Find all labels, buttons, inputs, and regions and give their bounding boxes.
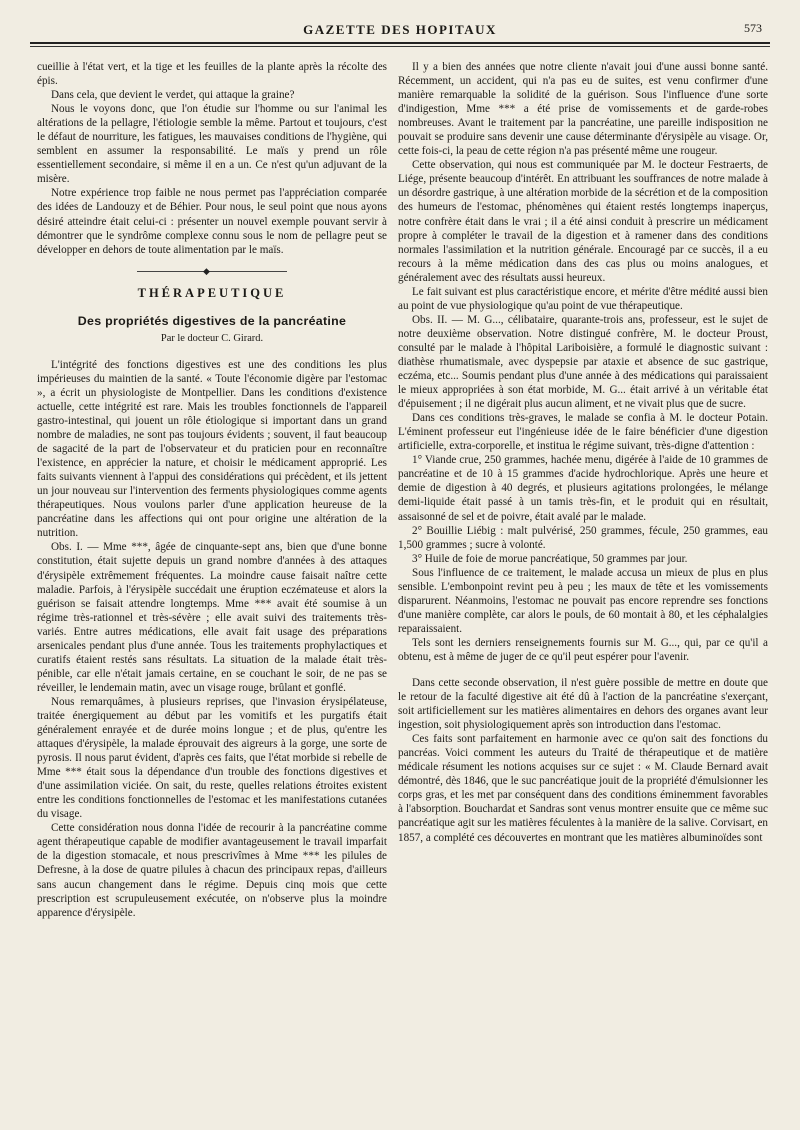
journal-title: GAZETTE DES HOPITAUX bbox=[303, 22, 497, 37]
article-author: Par le docteur C. Girard. bbox=[160, 332, 264, 344]
paragraph: Dans cette seconde observation, il n'est guère possible de mettre en doute que le retour de la faculté digestive ait été dû à l'action de la pancréatine s'exerçant, soit artificiellement sur les matières alimentaires en dehors des organes avant leur ingestion, soit physiologiquement après son introduction dans l'estomac. bbox=[398, 677, 768, 732]
paragraph: 1° Viande crue, 250 grammes, hachée menu, digérée à l'aide de 10 grammes de pancréatine et de 10 à 15 grammes d'acide hydrochlorique. Après une heure et demie de digestion à 40 degrés, et plusieurs agitations prolongées, le mélange demi-liquide était passé à un tamis très-fin, et le produit qui en résultait, assaisonné de sel et de poivre, était avalé par le malade. bbox=[398, 454, 768, 523]
section-heading: THÉRAPEUTIQUE bbox=[137, 285, 287, 300]
paragraph: Cette considération nous donna l'idée de recourir à la pancréatine comme agent thérapeutique capable de modifier avantageusement le travail imparfait de la digestion stomacale, et nous prescrivîmes à Mme *** les pilules de Defresne, à la dose de quatre pilules à chacun des principaux repas, d'ailleurs sans aucun changement dans le régime. Depuis cinq mois que cette prescription est scrupuleusement exécutée, on n'observe plus la moindre apparence d'érysipèle. bbox=[37, 822, 387, 919]
header-rule bbox=[30, 42, 770, 44]
paragraph-gap bbox=[398, 664, 768, 676]
paragraph: Sous l'influence de ce traitement, le malade accusa un mieux de plus en plus sensible. L'embonpoint revint peu à peu ; les maux de tête et les vomissements disparurent. Néanmoins, l'estomac ne pouvait pas encore reprendre ses fonctions d'une manière complète, car alors le pouls, de 60 montait à 80, et les céphalalgies reparaissaient. bbox=[398, 566, 768, 635]
paragraph: cueillie à l'état vert, et la tige et les feuilles de la plante après la récolte des épis. bbox=[37, 61, 387, 88]
paragraph: 3° Huile de foie de morue pancréatique, 50 grammes par jour. bbox=[412, 552, 688, 565]
section-separator bbox=[137, 271, 287, 272]
paragraph: Notre expérience trop faible ne nous permet pas l'appréciation comparée des idées de Landouzy et de Béhier. Pour nous, le seul point que nous ayons désiré atteindre était celui-ci : présenter un nouvel exemple pouvant servir à démontrer que le syndrôme complexe connu sous le nom de pellagre peut se développer en dehors de toute alimentation par le maïs. bbox=[37, 187, 387, 256]
paragraph: Cette observation, qui nous est communiquée par M. le docteur Festraerts, de Liége, présente beaucoup d'intérêt. En attribuant les souffrances de notre malade à un désordre gastrique, à une altération morbide de la sécrétion et de la composition des humeurs de l'estomac, phénomènes qui étaient restés longtemps inaperçus, notre confrère était dans le vrai ; il a été ainsi conduit à prescrire un médicament propre à compléter le travail de la digestion et à ramener dans des conditions normales l'assimilation et la nutrition générale. Encouragé par ce succès, il a eu recours à la même médication dans des cas plus ou moins analogues, et généralement avec des résultats aussi heureux. bbox=[398, 159, 768, 284]
header-rule-thin bbox=[30, 46, 770, 47]
paragraph: Nous le voyons donc, que l'on étudie sur l'homme ou sur l'animal les altérations de la pellagre, l'étiologie semble la même. Partout et toujours, c'est le défaut de nourriture, les fatigues, les mauvaises conditions de l'hygiène, qui semblent en assumer la responsabilité. Le maïs y prend un rôle essentiellement secondaire, si même il en a un. Ce n'est qu'un adjuvant de la misère. bbox=[37, 103, 387, 186]
page-number: 573 bbox=[744, 21, 762, 35]
paragraph: Dans ces conditions très-graves, le malade se confia à M. le docteur Potain. L'éminent professeur eut l'ingénieuse idée de le faire bénéficier d'une digestion artificielle, extra-corporelle, et institua le régime suivant, très-digne d'attention : bbox=[398, 412, 768, 453]
article-title: Des propriétés digestives de la pancréatine bbox=[77, 313, 347, 328]
running-header bbox=[30, 18, 770, 40]
paragraph: 2° Bouillie Liébig : malt pulvérisé, 250 grammes, fécule, 250 grammes, eau 1,500 grammes ; sucre à volonté. bbox=[398, 524, 768, 551]
paragraph: Obs. II. — M. G..., célibataire, quarante-trois ans, professeur, est le sujet de notre deuxième observation. Notre distingué confrère, M. le docteur Proust, consulté par le malade à l'hôpital Lariboisière, a formulé le diagnostic suivant : diathèse rhumatismale, avec dyspepsie par ataxie et absence de suc gastrique, eczéma, etc... Soumis pendant plus d'une année à des médications qui paraissaient le mieux appropriées à son état morbide, M. G... était arrivé à un véritable état d'épuisement ; il ne digérait plus aucun aliment, et ne vivait plus que de sucre. bbox=[398, 313, 768, 411]
paragraph: Nous remarquâmes, à plusieurs reprises, que l'invasion érysipélateuse, traitée énergiquement au début par les vomitifs et les purgatifs était généralement enrayée et de durée moins longue ; et de plus, qu'entre les attaques d'érysipèle, la malade éprouvait des aigreurs à la gorge, une sorte de pyrosis. Il nous parut évident, d'après ces faits, que l'état morbide si rebelle de Mme *** était sous la dépendance d'un trouble des fonctions digestives et d'une assimilation viciée. On sait, du reste, quelles relations étroites existent entre les conditions fonctionnelles de l'estomac et les manifestations cutanées du visage. bbox=[37, 695, 387, 821]
paragraph: L'intégrité des fonctions digestives est une des conditions les plus impérieuses du maintien de la santé. « Toute l'économie digère par l'estomac », a écrit un physiologiste de Montpellier. Dans les conditions d'existence actuelle, cette intégrité est rare. Mais les troubles fonctionnels de l'appareil gastro-intestinal, qui jouent un rôle étiologique si important dans un grand nombre de maladies, ne sont pas toujours évidents ; souvent, il faut beaucoup de sagacité de la part de l'observateur et du praticien pour en reconnaître l'existence, en apprécier la nature, et choisir le médicament approprié. Les faits suivants viennent à l'appui des considérations qui précèdent, et ils jettent un jour nouveau sur l'intervention des ferments physiologiques comme agents thérapeutiques. Nous voulons parler d'une application heureuse de la pancréatine dans les affections qui ont pour origine une altération de la nutrition. bbox=[37, 358, 387, 540]
right-column bbox=[398, 60, 768, 845]
left-column bbox=[37, 60, 387, 920]
paragraph: Il y a bien des années que notre cliente n'avait joui d'une aussi bonne santé. Récemment, un accident, qui n'a pas eu de suites, est venu confirmer d'une manière remarquable la solidité de la guérison. Sous l'influence d'une sorte d'indigestion, Mme *** a été prise de vomissements et de garde-robes nombreuses. Avant le traitement par la pancréatine, une pareille indisposition ne pouvait se produire sans devenir une cause déterminante d'érysipèle au visage. Or, cette fois-ci, la peau de cette région n'a pas présenté même une rougeur. bbox=[398, 61, 768, 158]
paragraph: Dans cela, que devient le verdet, qui attaque la graine? bbox=[51, 89, 295, 102]
paragraph: Obs. I. — Mme ***, âgée de cinquante-sept ans, bien que d'une bonne constitution, était sujette depuis un grand nombre d'années à des attaques d'érysipèle extrêmement fréquentes. La moindre cause faisait naître cette maladie. Parfois, à l'érysipèle succédait une éruption eczémateuse et alors la guérison se faisait attendre longtemps. Mme *** avait été soumise à un régime très-rationnel et très-sévère ; elle avait suivi des traitements très-variés. Entre autres médications, elle avait fait usage des préparations arsenicales pendant plus d'une année. Tous les traitements prophylactiques et curatifs étaient restés sans résultats. La situation de la malade était très-pénible, car elle n'était jamais certaine, en se couchant le soir, de ne pas se réveiller, le lendemain matin, avec un visage rouge, brûlant et gonflé. bbox=[37, 541, 387, 694]
paragraph: Le fait suivant est plus caractéristique encore, et mérite d'être médité aussi bien au point de vue physiologique qu'au point de vue thérapeutique. bbox=[398, 285, 768, 312]
paragraph: Ces faits sont parfaitement en harmonie avec ce qu'on sait des fonctions du pancréas. Voici comment les auteurs du Traité de thérapeutique et de matière médicale résument les notions acquises sur ce sujet : « M. Claude Bernard avait démontré, dès 1846, que le suc pancréatique jouit de la propriété d'émulsionner les corps gras, et les met par conséquent dans des conditions éminemment favorables à l'absorption. Bouchardat et Sandras sont venus montrer ensuite que ce même suc pancréatique agit sur les matières féculentes à la manière de la salive. Corvisart, en 1857, a complété ces découvertes en montrant que les matières albuminoïdes sont bbox=[398, 733, 768, 844]
paragraph: Tels sont les derniers renseignements fournis sur M. G..., qui, par ce qu'il a obtenu, est à même de juger de ce qu'il peut espérer pour l'avenir. bbox=[398, 636, 768, 663]
